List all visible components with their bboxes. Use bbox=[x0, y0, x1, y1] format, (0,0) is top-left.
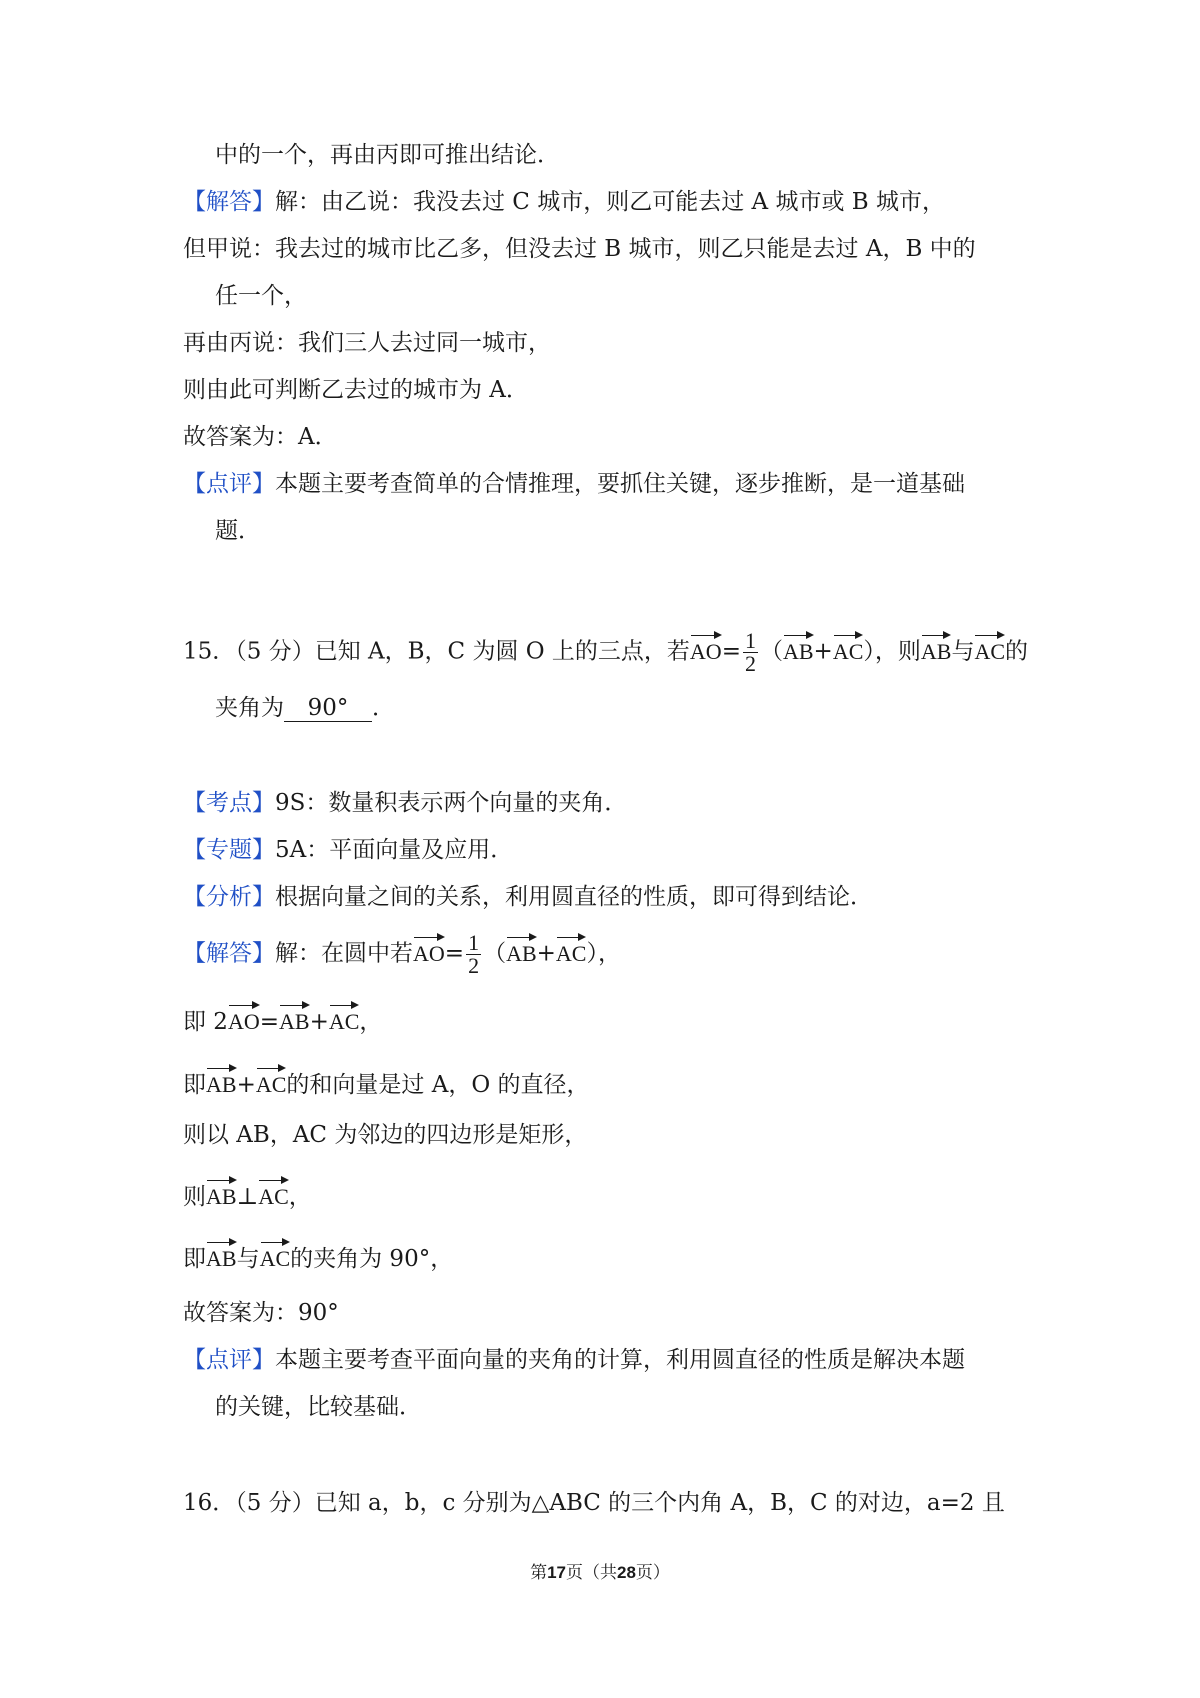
with-word: 与 bbox=[236, 1246, 260, 1272]
step-3-prefix: 即 bbox=[183, 1072, 206, 1098]
paren-open: （ bbox=[483, 940, 507, 967]
vector-ab: AB bbox=[506, 933, 537, 969]
step-6 bbox=[183, 1238, 453, 1274]
step-6-prefix: 即 bbox=[183, 1246, 206, 1272]
step-2-suffix: ， bbox=[359, 1009, 383, 1035]
question-15-line2 bbox=[215, 693, 395, 723]
text-line: 本题主要考查简单的合情推理，要抓住关键，逐步推断，是一道基础 bbox=[275, 471, 965, 497]
vector-ao: AO bbox=[690, 631, 722, 667]
vector-ab: AB bbox=[783, 631, 814, 667]
page-footer bbox=[0, 1558, 1200, 1583]
jieda-prefix: 解：在圆中若 bbox=[275, 940, 413, 967]
step-4: 则以 AB，AC 为邻边的四边形是矩形， bbox=[183, 1122, 588, 1148]
fraction-denominator: 2 bbox=[744, 651, 756, 676]
vector-ac: AC bbox=[974, 631, 1005, 667]
plus-sign: + bbox=[536, 940, 556, 967]
zhuanti-line bbox=[183, 835, 513, 865]
step-7: 故答案为：90° bbox=[183, 1300, 339, 1326]
footer-post: 页） bbox=[635, 1563, 670, 1583]
fraction-denominator: 2 bbox=[468, 953, 480, 978]
text-line: 题． bbox=[215, 518, 261, 544]
answer-tag: 【解答】 bbox=[183, 189, 275, 215]
text-line: 解：由乙说：我没去过 C 城市，则乙可能去过 A 城市或 B 城市， bbox=[275, 189, 945, 215]
zhuanti-tag: 【专题】 bbox=[183, 837, 275, 863]
step-2 bbox=[183, 1001, 382, 1037]
vector-ac: AC bbox=[260, 1238, 291, 1274]
jieda-line bbox=[183, 932, 621, 977]
kaodian-line bbox=[183, 788, 627, 818]
dianping-tag: 【点评】 bbox=[183, 1347, 275, 1373]
comment-tag: 【点评】 bbox=[183, 471, 275, 497]
paren-open: （ bbox=[759, 638, 783, 665]
text-line: 但甲说：我去过的城市比乙多，但没去过 B 城市，则乙只能是去过 A，B 中的 bbox=[183, 236, 976, 262]
vector-ac: AC bbox=[556, 933, 587, 969]
perpendicular-sign: ⊥ bbox=[236, 1184, 259, 1210]
text-line: 中的一个，再由丙即可推出结论． bbox=[215, 142, 560, 168]
step-6-suffix: 的夹角为 90°， bbox=[290, 1246, 454, 1272]
equals-sign: = bbox=[444, 940, 465, 967]
total-pages: 28 bbox=[617, 1563, 636, 1582]
text-line: 则由此可判断乙去过的城市为 A． bbox=[183, 377, 529, 403]
with-word: 与 bbox=[951, 638, 975, 665]
text-line: 故答案为：A． bbox=[183, 424, 338, 450]
plus-sign: + bbox=[813, 638, 833, 665]
fenxi-line bbox=[183, 882, 873, 912]
plus-sign: + bbox=[309, 1009, 329, 1035]
plus-sign: + bbox=[236, 1072, 256, 1098]
step-5-suffix: ， bbox=[288, 1184, 312, 1210]
kaodian-tag: 【考点】 bbox=[183, 790, 275, 816]
of-word: 的 bbox=[1005, 638, 1029, 665]
fraction-numerator: 1 bbox=[468, 930, 480, 955]
kaodian-text: 9S：数量积表示两个向量的夹角． bbox=[275, 790, 628, 816]
step-5 bbox=[183, 1176, 312, 1212]
paren-close: ） bbox=[586, 940, 598, 967]
equals-sign: = bbox=[259, 1009, 280, 1035]
step-3-suffix: 的和向量是过 A，O 的直径， bbox=[286, 1072, 590, 1098]
dianping-line2: 的关键，比较基础． bbox=[215, 1394, 422, 1420]
step-2-prefix: 即 2 bbox=[183, 1009, 228, 1035]
page-number: 17 bbox=[547, 1563, 566, 1582]
vector-ab: AB bbox=[206, 1238, 237, 1274]
equals-sign: = bbox=[721, 638, 741, 665]
jieda-tag: 【解答】 bbox=[183, 940, 275, 967]
paren-close: ） bbox=[863, 638, 875, 665]
vector-ac: AC bbox=[258, 1176, 289, 1212]
comment-paragraph bbox=[183, 469, 965, 499]
step-5-prefix: 则 bbox=[183, 1184, 206, 1210]
question-16: 16．（5 分）已知 a，b，c 分别为△ABC 的三个内角 A，B，C 的对边，a=2 且 bbox=[183, 1490, 1005, 1516]
zhuanti-text: 5A：平面向量及应用． bbox=[275, 837, 514, 863]
vector-ab: AB bbox=[206, 1064, 237, 1100]
dianping-line bbox=[183, 1345, 965, 1375]
vector-ao: AO bbox=[413, 933, 445, 969]
question-15-prefix: 15．（5 分）已知 A，B，C 为圆 O 上的三点，若 bbox=[183, 638, 690, 665]
answer-paragraph bbox=[183, 187, 945, 217]
vector-ab: AB bbox=[279, 1001, 310, 1037]
dianping-text: 本题主要考查平面向量的夹角的计算，利用圆直径的性质是解决本题 bbox=[275, 1347, 965, 1373]
step-3 bbox=[183, 1064, 590, 1100]
fraction-half bbox=[466, 932, 481, 977]
fraction-numerator: 1 bbox=[744, 628, 756, 653]
fenxi-tag: 【分析】 bbox=[183, 884, 275, 910]
text-line: 任一个， bbox=[215, 283, 307, 309]
vector-ab: AB bbox=[921, 631, 952, 667]
jieda-suffix: ， bbox=[597, 940, 621, 967]
vector-ac: AC bbox=[833, 631, 864, 667]
vector-ao: AO bbox=[228, 1001, 260, 1037]
vector-ac: AC bbox=[329, 1001, 360, 1037]
text-line: 再由丙说：我们三人去过同一城市， bbox=[183, 330, 551, 356]
vector-ab: AB bbox=[206, 1176, 237, 1212]
question-15-line2-prefix: 夹角为 bbox=[215, 695, 284, 721]
question-15-mid: ，则 bbox=[874, 638, 921, 665]
vector-ac: AC bbox=[256, 1064, 287, 1100]
footer-mid: 页（共 bbox=[566, 1563, 617, 1583]
question-15 bbox=[183, 630, 1028, 675]
fraction-half bbox=[743, 630, 758, 675]
footer-pre: 第 bbox=[530, 1563, 548, 1583]
question-15-line2-suffix: ． bbox=[372, 695, 395, 721]
fenxi-text: 根据向量之间的关系，利用圆直径的性质，即可得到结论． bbox=[275, 884, 873, 910]
answer-blank: 90° bbox=[284, 695, 372, 722]
